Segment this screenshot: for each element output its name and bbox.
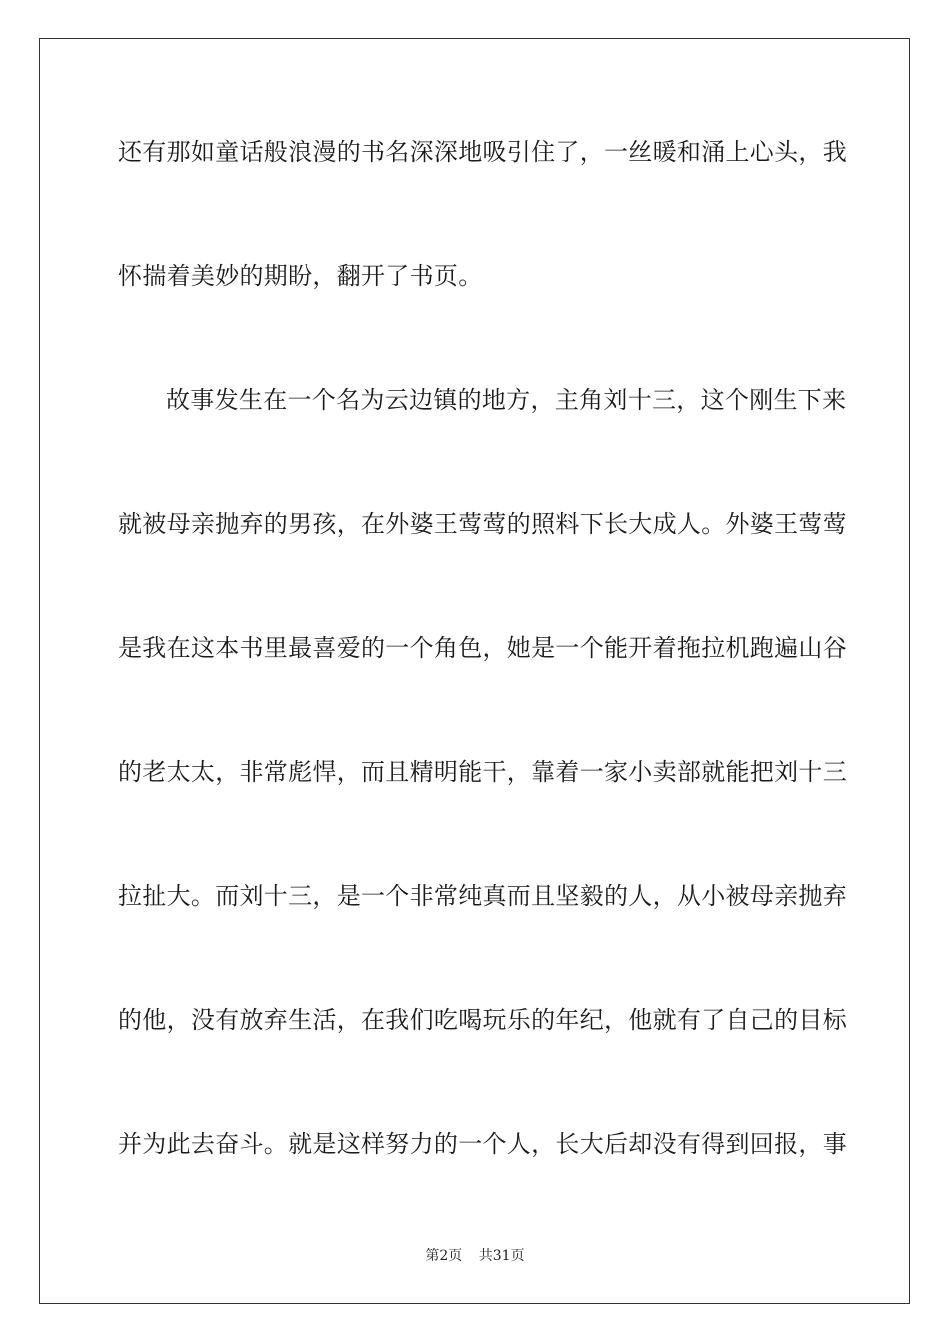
paragraph-line-9: 并为此去奋斗。就是这样努力的一个人，长大后却没有得到回报，事: [118, 1130, 847, 1158]
paragraph-line-8: 的他，没有放弃生活，在我们吃喝玩乐的年纪，他就有了自己的目标: [118, 1006, 847, 1034]
paragraph-line-3: 故事发生在一个名为云边镇的地方，主角刘十三，这个刚生下来: [166, 386, 847, 414]
page-border: [39, 38, 910, 1304]
page-number: 第2页: [425, 1248, 463, 1264]
paragraph-line-5: 是我在这本书里最喜爱的一个角色，她是一个能开着拖拉机跑遍山谷: [118, 634, 847, 662]
paragraph-line-4: 就被母亲抛弃的男孩，在外婆王莺莺的照料下长大成人。外婆王莺莺: [118, 510, 847, 538]
paragraph-line-7: 拉扯大。而刘十三，是一个非常纯真而且坚毅的人，从小被母亲抛弃: [118, 882, 847, 910]
paragraph-line-6: 的老太太，非常彪悍，而且精明能干，靠着一家小卖部就能把刘十三: [118, 758, 847, 786]
page-total: 共31页: [478, 1248, 525, 1264]
paragraph-line-1: 还有那如童话般浪漫的书名深深地吸引住了，一丝暖和涌上心头，我: [118, 138, 847, 166]
paragraph-line-2: 怀揣着美妙的期盼，翻开了书页。: [118, 262, 483, 290]
page-footer: [0, 1247, 950, 1265]
